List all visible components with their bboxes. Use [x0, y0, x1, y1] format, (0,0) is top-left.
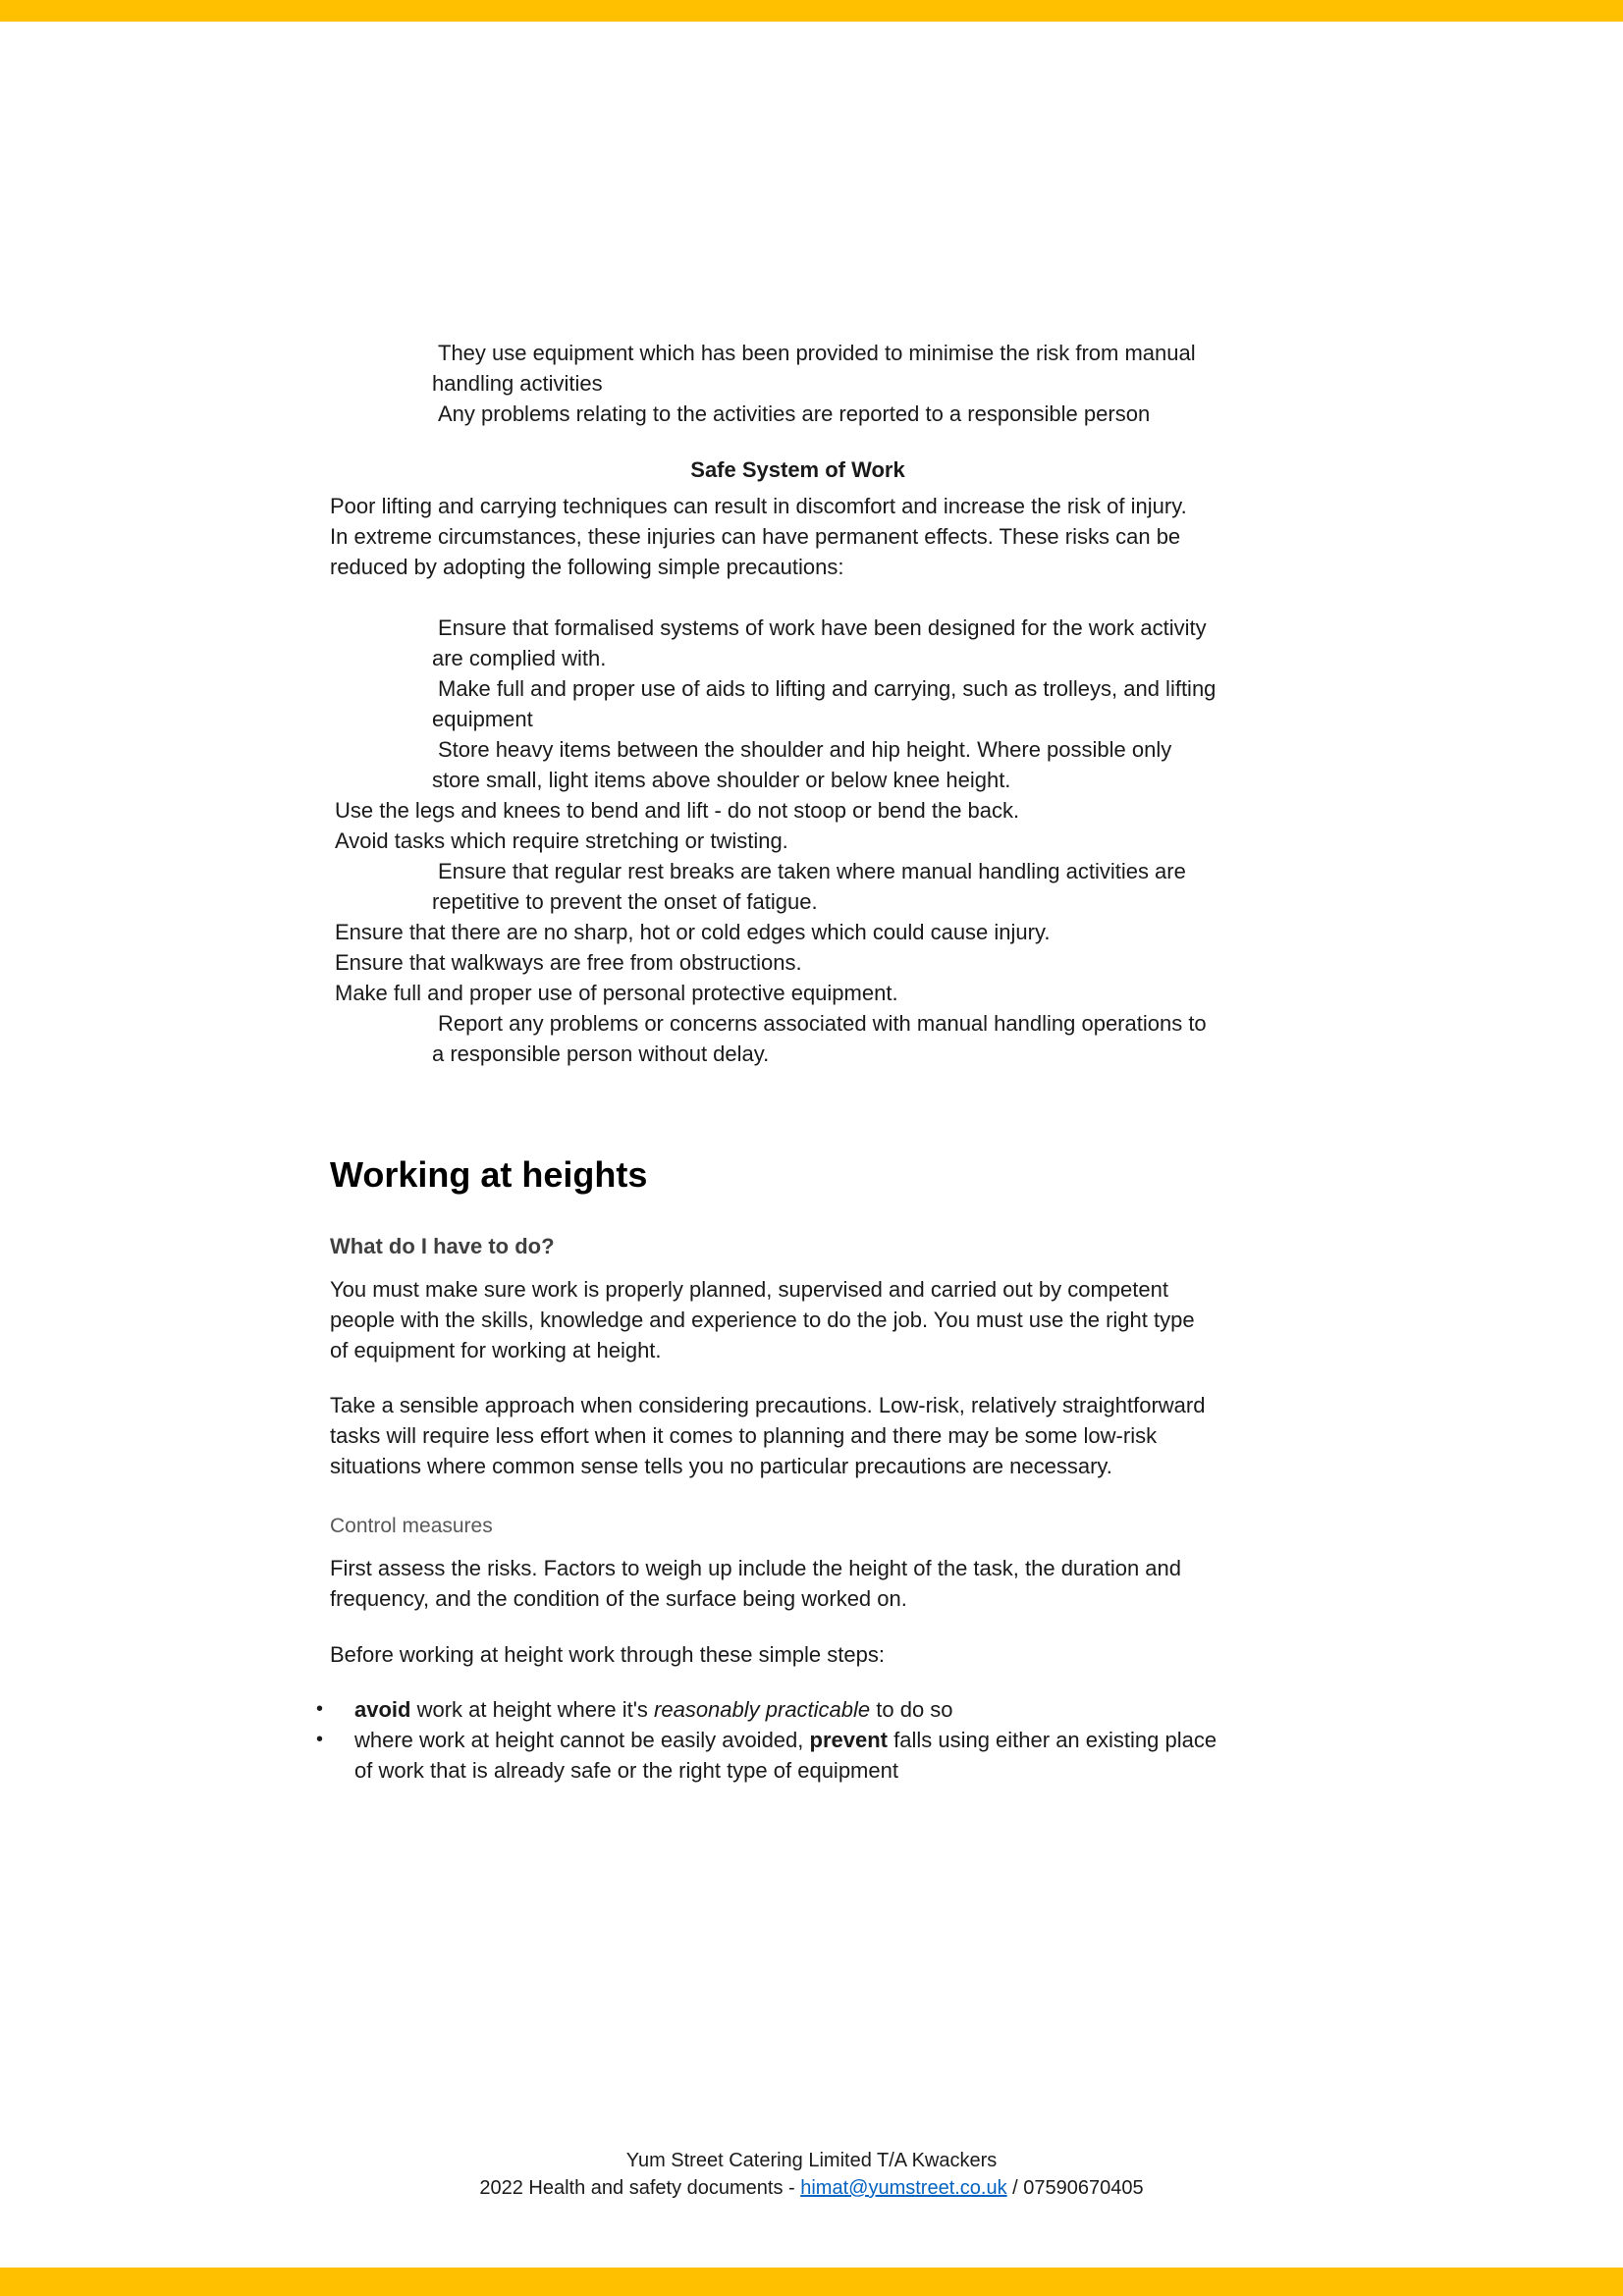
bullet-text: where work at height cannot be easily avoided, — [354, 1728, 810, 1752]
email-link[interactable]: himat@yumstreet.co.uk — [800, 2177, 1007, 2199]
precaution-line: Ensure that there are no sharp, hot or cold edges which could cause injury. — [335, 920, 1051, 944]
precaution-line: Make full and proper use of aids to lifting and carrying, such as trolleys, and lifting — [438, 676, 1217, 701]
precaution-line: are complied with. — [432, 646, 607, 670]
precaution-line: Use the legs and knees to bend and lift - do not stoop or bend the back. — [335, 798, 1020, 823]
paragraph-line: In extreme circumstances, these injuries can have permanent effects. These risks can be — [330, 524, 1181, 549]
bullet-dot-icon: • — [316, 1698, 324, 1720]
paragraph-line: reduced by adopting the following simple precautions: — [330, 555, 844, 579]
bullet-dot-icon: • — [316, 1729, 324, 1750]
bullet-item-continuation: of work that is already safe or the right type of equipment — [354, 1758, 898, 1783]
bottom-accent-band — [0, 2268, 1623, 2296]
footer-company: Yum Street Catering Limited T/A Kwackers — [625, 2150, 998, 2171]
precaution-line: a responsible person without delay. — [432, 1041, 770, 1066]
subheading: What do I have to do? — [330, 1234, 555, 1258]
paragraph-line: You must make sure work is properly planned, supervised and carried out by competent — [330, 1277, 1168, 1302]
precaution-line: equipment — [432, 707, 533, 731]
paragraph-line: of equipment for working at height. — [330, 1338, 662, 1362]
intro-line: Any problems relating to the activities are reported to a responsible person — [438, 401, 1151, 426]
bold-text: avoid — [354, 1697, 411, 1722]
page-title: Working at heights — [330, 1154, 648, 1195]
paragraph-line: Take a sensible approach when considering precautions. Low-risk, relatively straightforward — [330, 1393, 1206, 1417]
intro-line: handling activities — [432, 371, 603, 396]
precaution-line: repetitive to prevent the onset of fatigue. — [432, 889, 818, 914]
paragraph-line: frequency, and the condition of the surface being worked on. — [330, 1586, 907, 1611]
bullet-item — [354, 1694, 953, 1725]
footer-contact — [0, 2174, 1623, 2202]
bullet-text: falls using either an existing place — [888, 1728, 1217, 1752]
paragraph-line: Poor lifting and carrying techniques can result in discomfort and increase the risk of injury. — [330, 494, 1187, 518]
paragraph-line: situations where common sense tells you no particular precautions are necessary. — [330, 1454, 1112, 1478]
precaution-line: store small, light items above shoulder or below knee height. — [432, 768, 1011, 792]
precaution-line: Report any problems or concerns associated with manual handling operations to — [438, 1011, 1207, 1036]
precaution-line: Ensure that walkways are free from obstructions. — [335, 950, 802, 975]
italic-text: reasonably practicable — [654, 1697, 871, 1722]
paragraph-line: people with the skills, knowledge and experience to do the job. You must use the right type — [330, 1308, 1195, 1332]
precaution-line: Ensure that formalised systems of work have been designed for the work activity — [438, 615, 1207, 640]
bold-text: prevent — [809, 1728, 888, 1752]
footer-phone: / 07590670405 — [1006, 2177, 1144, 2199]
precaution-line: Make full and proper use of personal protective equipment. — [335, 981, 898, 1005]
paragraph-line: First assess the risks. Factors to weigh up include the height of the task, the duration and — [330, 1556, 1182, 1580]
intro-line: They use equipment which has been provided to minimise the risk from manual — [438, 341, 1196, 365]
footer-prefix: 2022 Health and safety documents - — [479, 2177, 801, 2199]
paragraph-line: tasks will require less effort when it comes to planning and there may be some low-risk — [330, 1423, 1158, 1448]
precaution-line: Ensure that regular rest breaks are taken where manual handling activities are — [438, 859, 1186, 883]
control-measures-heading: Control measures — [330, 1515, 493, 1537]
bullet-item — [354, 1725, 1217, 1755]
bullet-text: work at height where it's — [410, 1697, 655, 1722]
precaution-line: Avoid tasks which require stretching or twisting. — [335, 828, 788, 853]
section-heading: Safe System of Work — [690, 457, 905, 482]
top-accent-band — [0, 0, 1623, 22]
steps-intro: Before working at height work through these simple steps: — [330, 1642, 885, 1667]
precaution-line: Store heavy items between the shoulder and hip height. Where possible only — [438, 737, 1172, 762]
bullet-text: to do so — [870, 1697, 953, 1722]
